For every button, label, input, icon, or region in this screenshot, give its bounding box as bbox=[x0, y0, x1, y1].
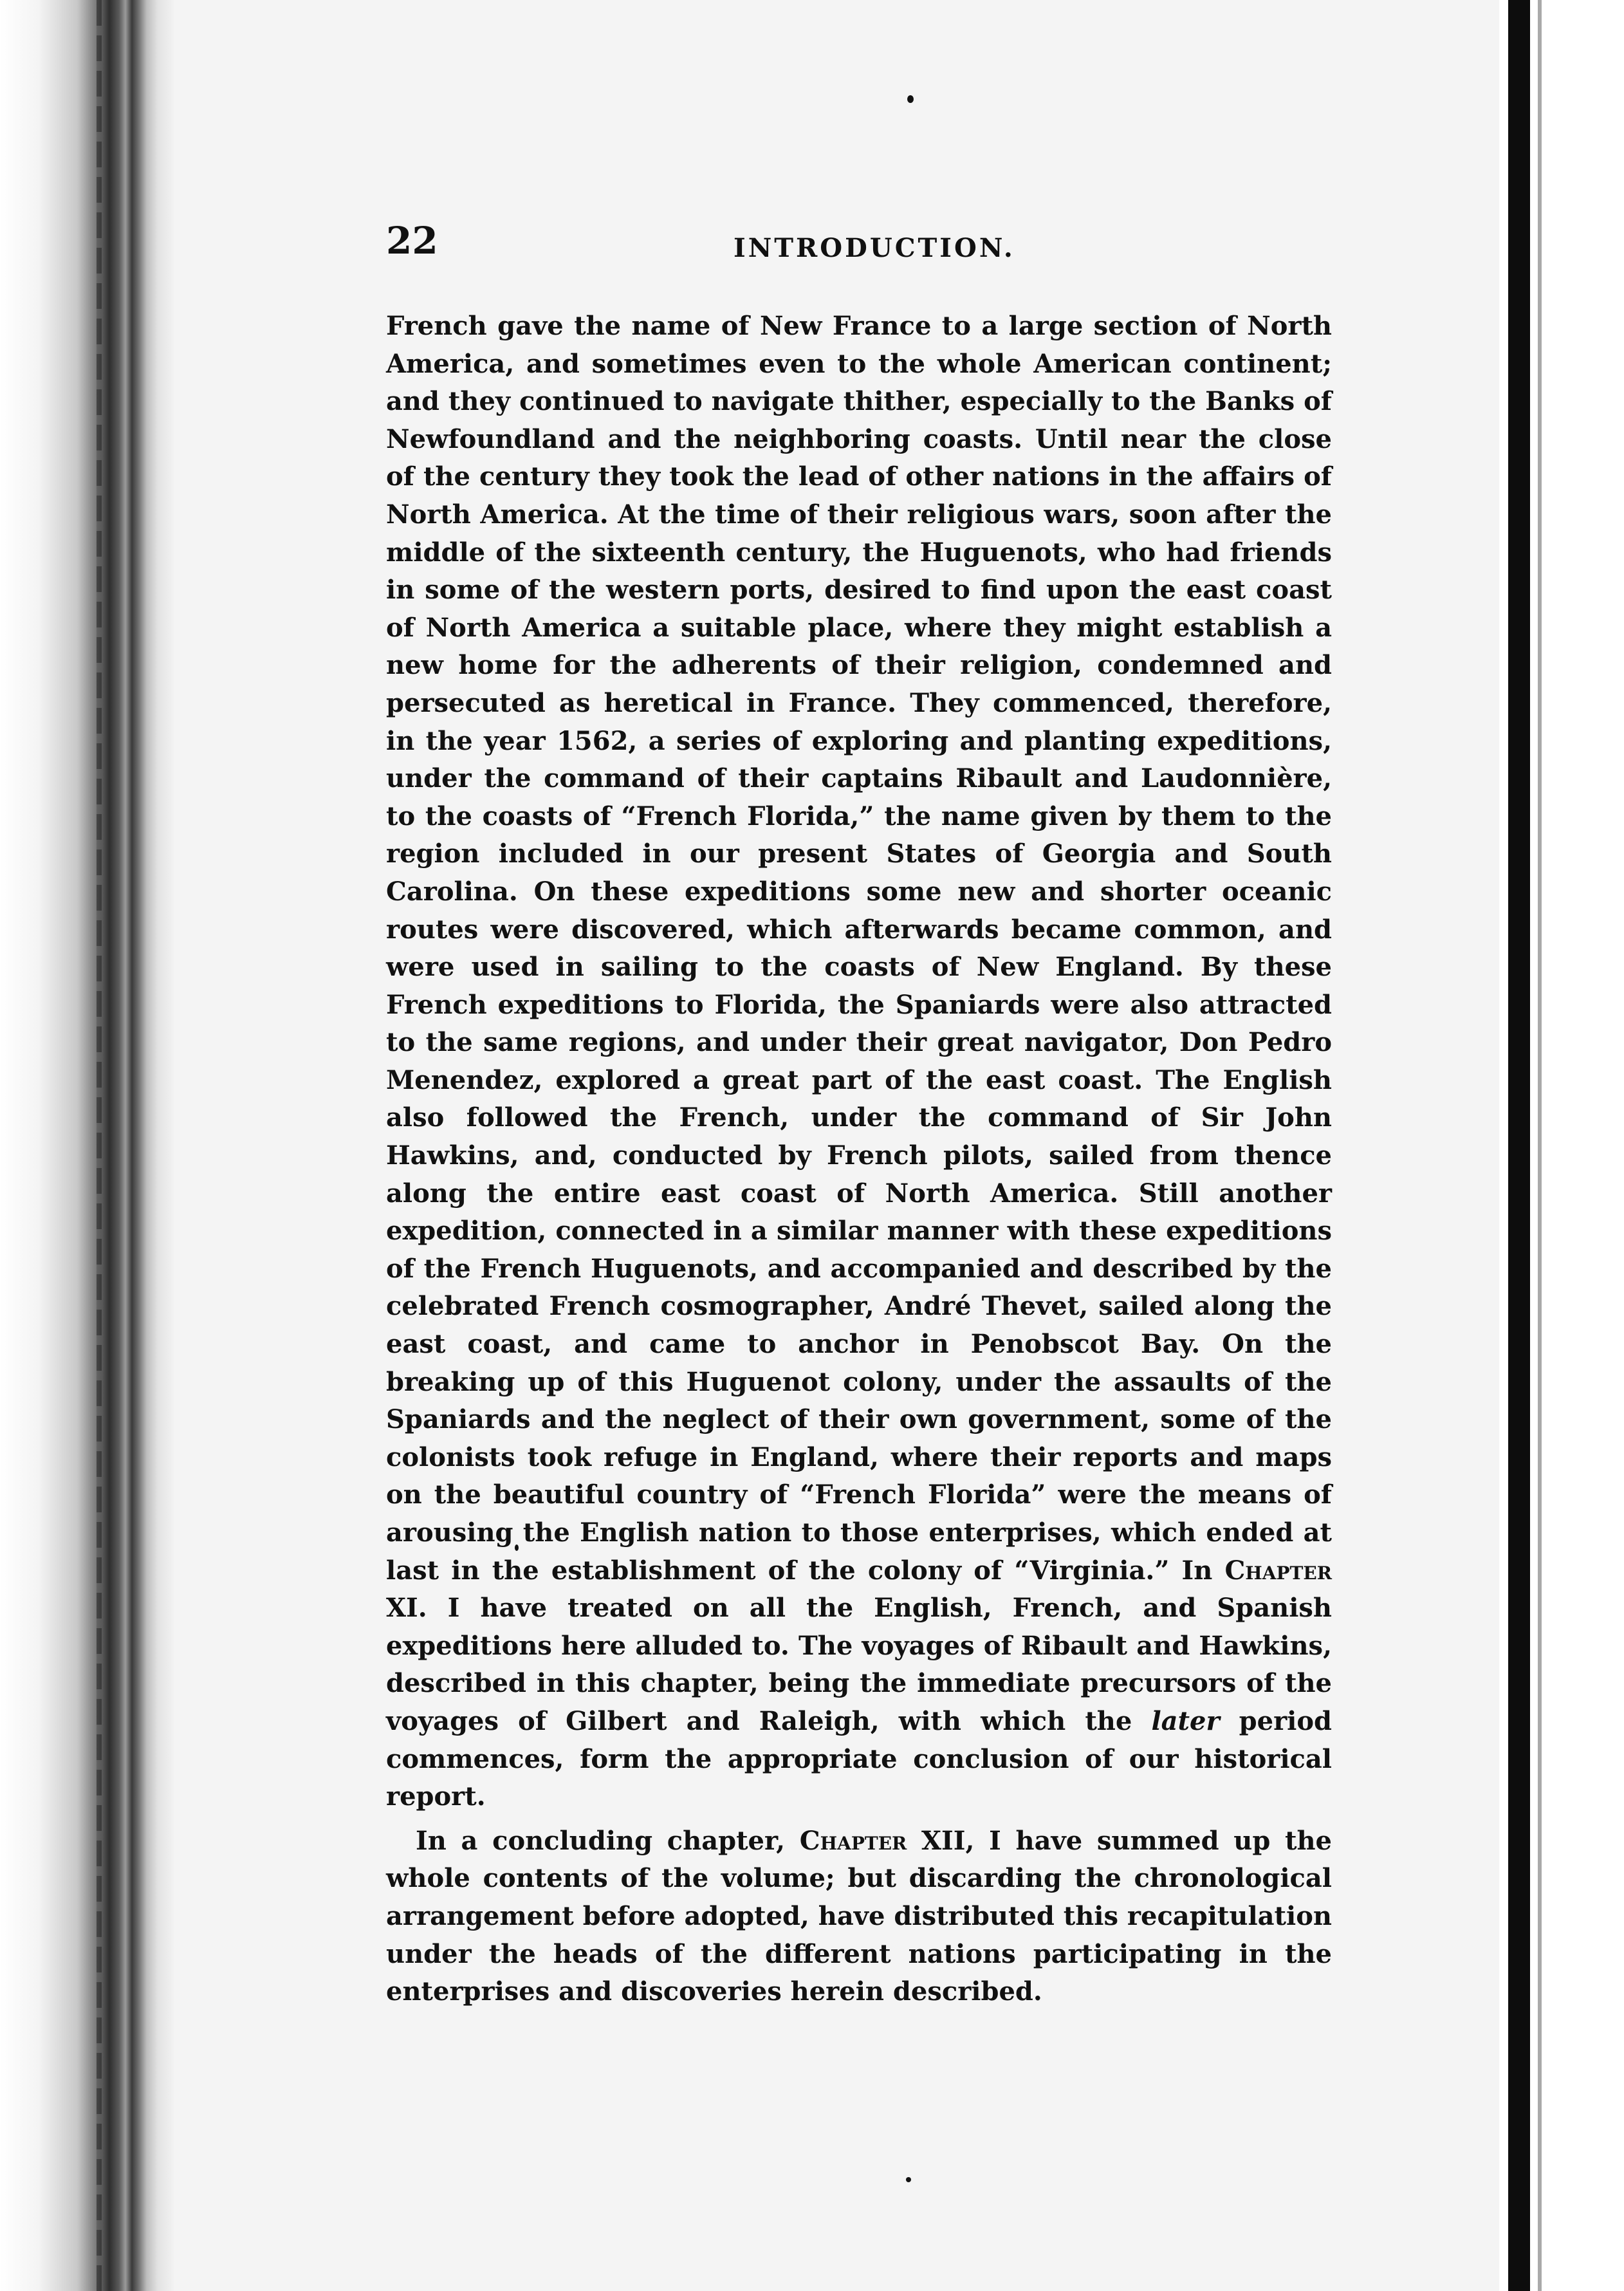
running-head bbox=[386, 219, 1332, 270]
chapter-reference: Chapter bbox=[799, 1825, 907, 1856]
italic-word: later bbox=[1151, 1705, 1220, 1736]
paragraph-text: French gave the name of New France to a large section of North America, and sometimes even to the whole American continent; and they continued to navigate thither, especially to the Banks of Newfoundland and the neighboring coasts. Until near the close of the century they took the lead of other nations in the affairs of North America. At the time of their religious wars, soon after the middle of the sixteenth century, the Huguenots, who had friends in some of the western ports, desired to find upon the east coast of North America a suitable place, where they might establish a new home for the adherents of their religion, condemned and persecuted as heretical in France. They commenced, therefore, in the year 1562, a series of exploring and planting expeditions, under the command of their captains Ribault and Laudonnière, to the coasts of “French Florida,” the name given by them to the region included in our present States of Georgia and South Carolina. On these expeditions some new and shorter oceanic routes were discovered, which afterwards became common, and were used in sailing to the coasts of New England. By these French expeditions to Florida, the Spaniards were also attracted to the same regions, and under their great navigator, Don Pedro Menendez, explored a great part of the east coast. The English also followed the French, under the command of Sir John Hawkins, and, conducted by French pilots, sailed from thence along the entire east coast of North America. Still another expedition, connected in a similar manner with these expeditions of the French Huguenots, and accompanied and described by the celebrated French cosmographer, André Thevet, sailed along the east coast, and came to anchor in Penobscot Bay. On the breaking up of this Huguenot colony, under the assaults of the Spaniards and the neglect of their own government, some of the colonists took refuge in England, where their reports and maps on the beautiful country of “French Florida” were the means of arousing the English nation to those enterprises, which ended at last in the establishment of the colony of “Virginia.” In bbox=[386, 311, 1332, 1586]
ink-speck bbox=[907, 95, 914, 103]
paragraph-text: In a concluding chapter, bbox=[416, 1825, 800, 1856]
page-number: 22 bbox=[386, 219, 438, 263]
paragraph-text: XI. I have treated on all the English, French, and Spanish expeditions here alluded to. The voyages of Ribault and Hawkins, described in this chapter, being the immediate precursors of the voyages of Gilbert and Raleigh, with which the bbox=[386, 1593, 1332, 1736]
chapter-reference: Chapter bbox=[1224, 1555, 1332, 1586]
body-text bbox=[386, 308, 1332, 2011]
paragraph-text: XII, I have summed up the whole contents of the volume; but discarding the chronological arrangement before adopted, have distributed this recapitulation under the heads of the different nations participating in the enterprises and discoveries herein described. bbox=[386, 1825, 1332, 2007]
paragraph bbox=[386, 1823, 1332, 2011]
book-binding bbox=[0, 0, 174, 2291]
header-title: INTRODUCTION. bbox=[734, 233, 1015, 263]
paragraph bbox=[386, 308, 1332, 1816]
ink-speck bbox=[906, 2177, 911, 2182]
paragraph-text: period commences, form the appropriate conclusion of our historical report. bbox=[386, 1705, 1332, 1812]
page-edge bbox=[1499, 0, 1624, 2291]
